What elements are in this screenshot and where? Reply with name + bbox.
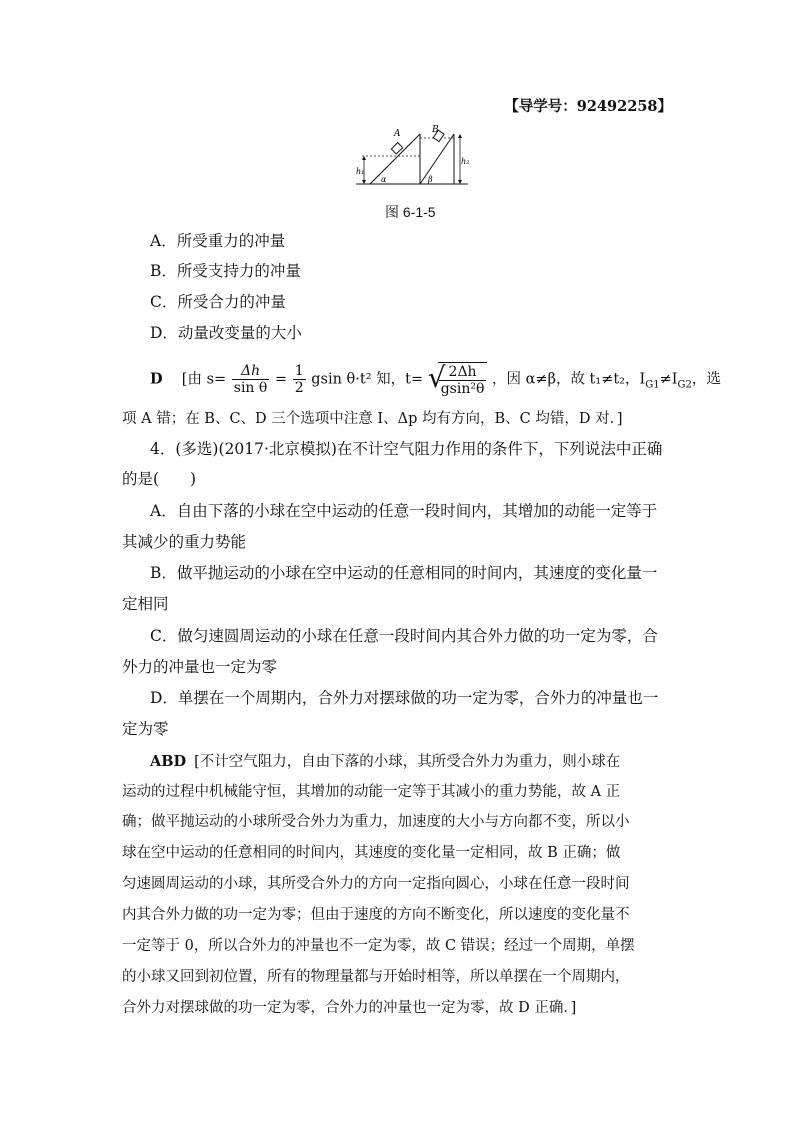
sqrt-formula: √ $\frac{2\Delta h}{\text{gsin²θ}}$ [428,362,488,397]
q4-answer-line-4: 球在空中运动的任意相同的时间内，其速度的变化量一定相同，故 B 正确；做 [122,845,621,861]
block-a [391,143,402,154]
q4-option-c-line-1: C．做匀速圆周运动的小球在任意一段时间内其合外力做的功一定为零，合 [150,627,658,645]
q4-option-d-line-1: D．单摆在一个周期内，合外力对摆球做的功一定为零，合外力的冲量也一 [150,689,659,707]
q4-option-b-line-2: 定相同 [122,595,169,613]
q3-option-c: C．所受合力的冲量 [150,293,286,311]
incline-figure [356,124,468,190]
q4-answer-key: ABD [150,753,187,770]
q3-option-a: A．所受重力的冲量 [150,232,286,250]
q3-option-d: D．动量改变量的大小 [150,324,302,342]
q4-answer-line-6: 内其合外力做的功一定为零；但由于速度的方向不断变化，所以速度的变化量不 [122,907,630,923]
reference-number: 【导学号：92492258】 [504,98,672,115]
q4-answer-line-7: 一定等于 0，所以合外力的冲量也不一定为零，故 C 错误；经过一个周期，单摆 [122,938,635,954]
figure-caption: 图 6-1-5 [385,204,436,220]
q4-answer-line-9: 合外力对摆球做的功一定为零，合外力的冲量也一定为零，故 D 正确．] [122,1000,577,1016]
label-beta: β [428,175,433,184]
q4-answer-line-8: 的小球又回到初位置，所有的物理量都与开始时相等，所以单摆在一个周期内， [122,969,630,985]
q3-answer-line-2: 项 A 错；在 B、C、D 三个选项中注意 I、Δp 均有方向，B、C 均错，D 对．] [122,411,623,427]
q3-answer-line-1: D [由 s= $\frac{\Delta h}{\text{sin θ}}$ = $\frac{1}{2}$ gsin θ·t² 知，t= √ $\frac{2\Delta h}{\text{gsin²θ}}$ ，因 α≠β，故 t₁≠t₂，$I_{G1}\ne I_{G2}$，选 [150,361,721,397]
q4-answer-line-5: 匀速圆周运动的小球，其所受合外力的方向一定指向圆心，小球在任意一段时间 [122,876,630,892]
q4-option-d-line-2: 定为零 [122,720,169,738]
q4-answer-line-2: 运动的过程中机械能守恒，其增加的动能一定等于其减小的重力势能，故 A 正 [122,784,621,800]
q3-answer-key: D [150,370,163,388]
label-h2: h₂ [461,157,470,166]
fraction-one-half: $\frac{1}{2}$ [294,363,304,396]
q3-option-b: B．所受支持力的冲量 [150,262,301,280]
label-h1: h₁ [356,167,365,176]
label-b: B [432,125,439,135]
q3-answer-text: [由 s= [181,371,227,388]
q4-stem-line-2: 的是( ) [122,470,197,488]
q4-option-b-line-1: B．做平抛运动的小球在空中运动的任意相同的时间内，其速度的变化量一 [150,564,658,582]
q4-answer-line-3: 确；做平抛运动的小球所受合外力为重力，加速度的大小与方向都不变，所以小 [122,814,630,830]
label-a: A [394,129,401,139]
fraction-dh-sin: $\frac{\Delta h}{\text{sin θ}}$ [233,363,268,396]
q4-option-a-line-1: A．自由下落的小球在空中运动的任意一段时间内，其增加的动能一定等于 [150,502,658,520]
label-alpha: α [381,175,387,184]
q4-option-a-line-2: 其减少的重力势能 [122,533,247,551]
q4-stem-line-1: 4．(多选)(2017·北京模拟)在不计空气阻力作用的条件下，下列说法中正确 [150,440,663,458]
q4-option-c-line-2: 外力的冲量也一定为零 [122,658,278,676]
q4-answer-line-1: ABD [不计空气阻力，自由下落的小球，其所受合外力为重力，则小球在 [150,753,621,770]
